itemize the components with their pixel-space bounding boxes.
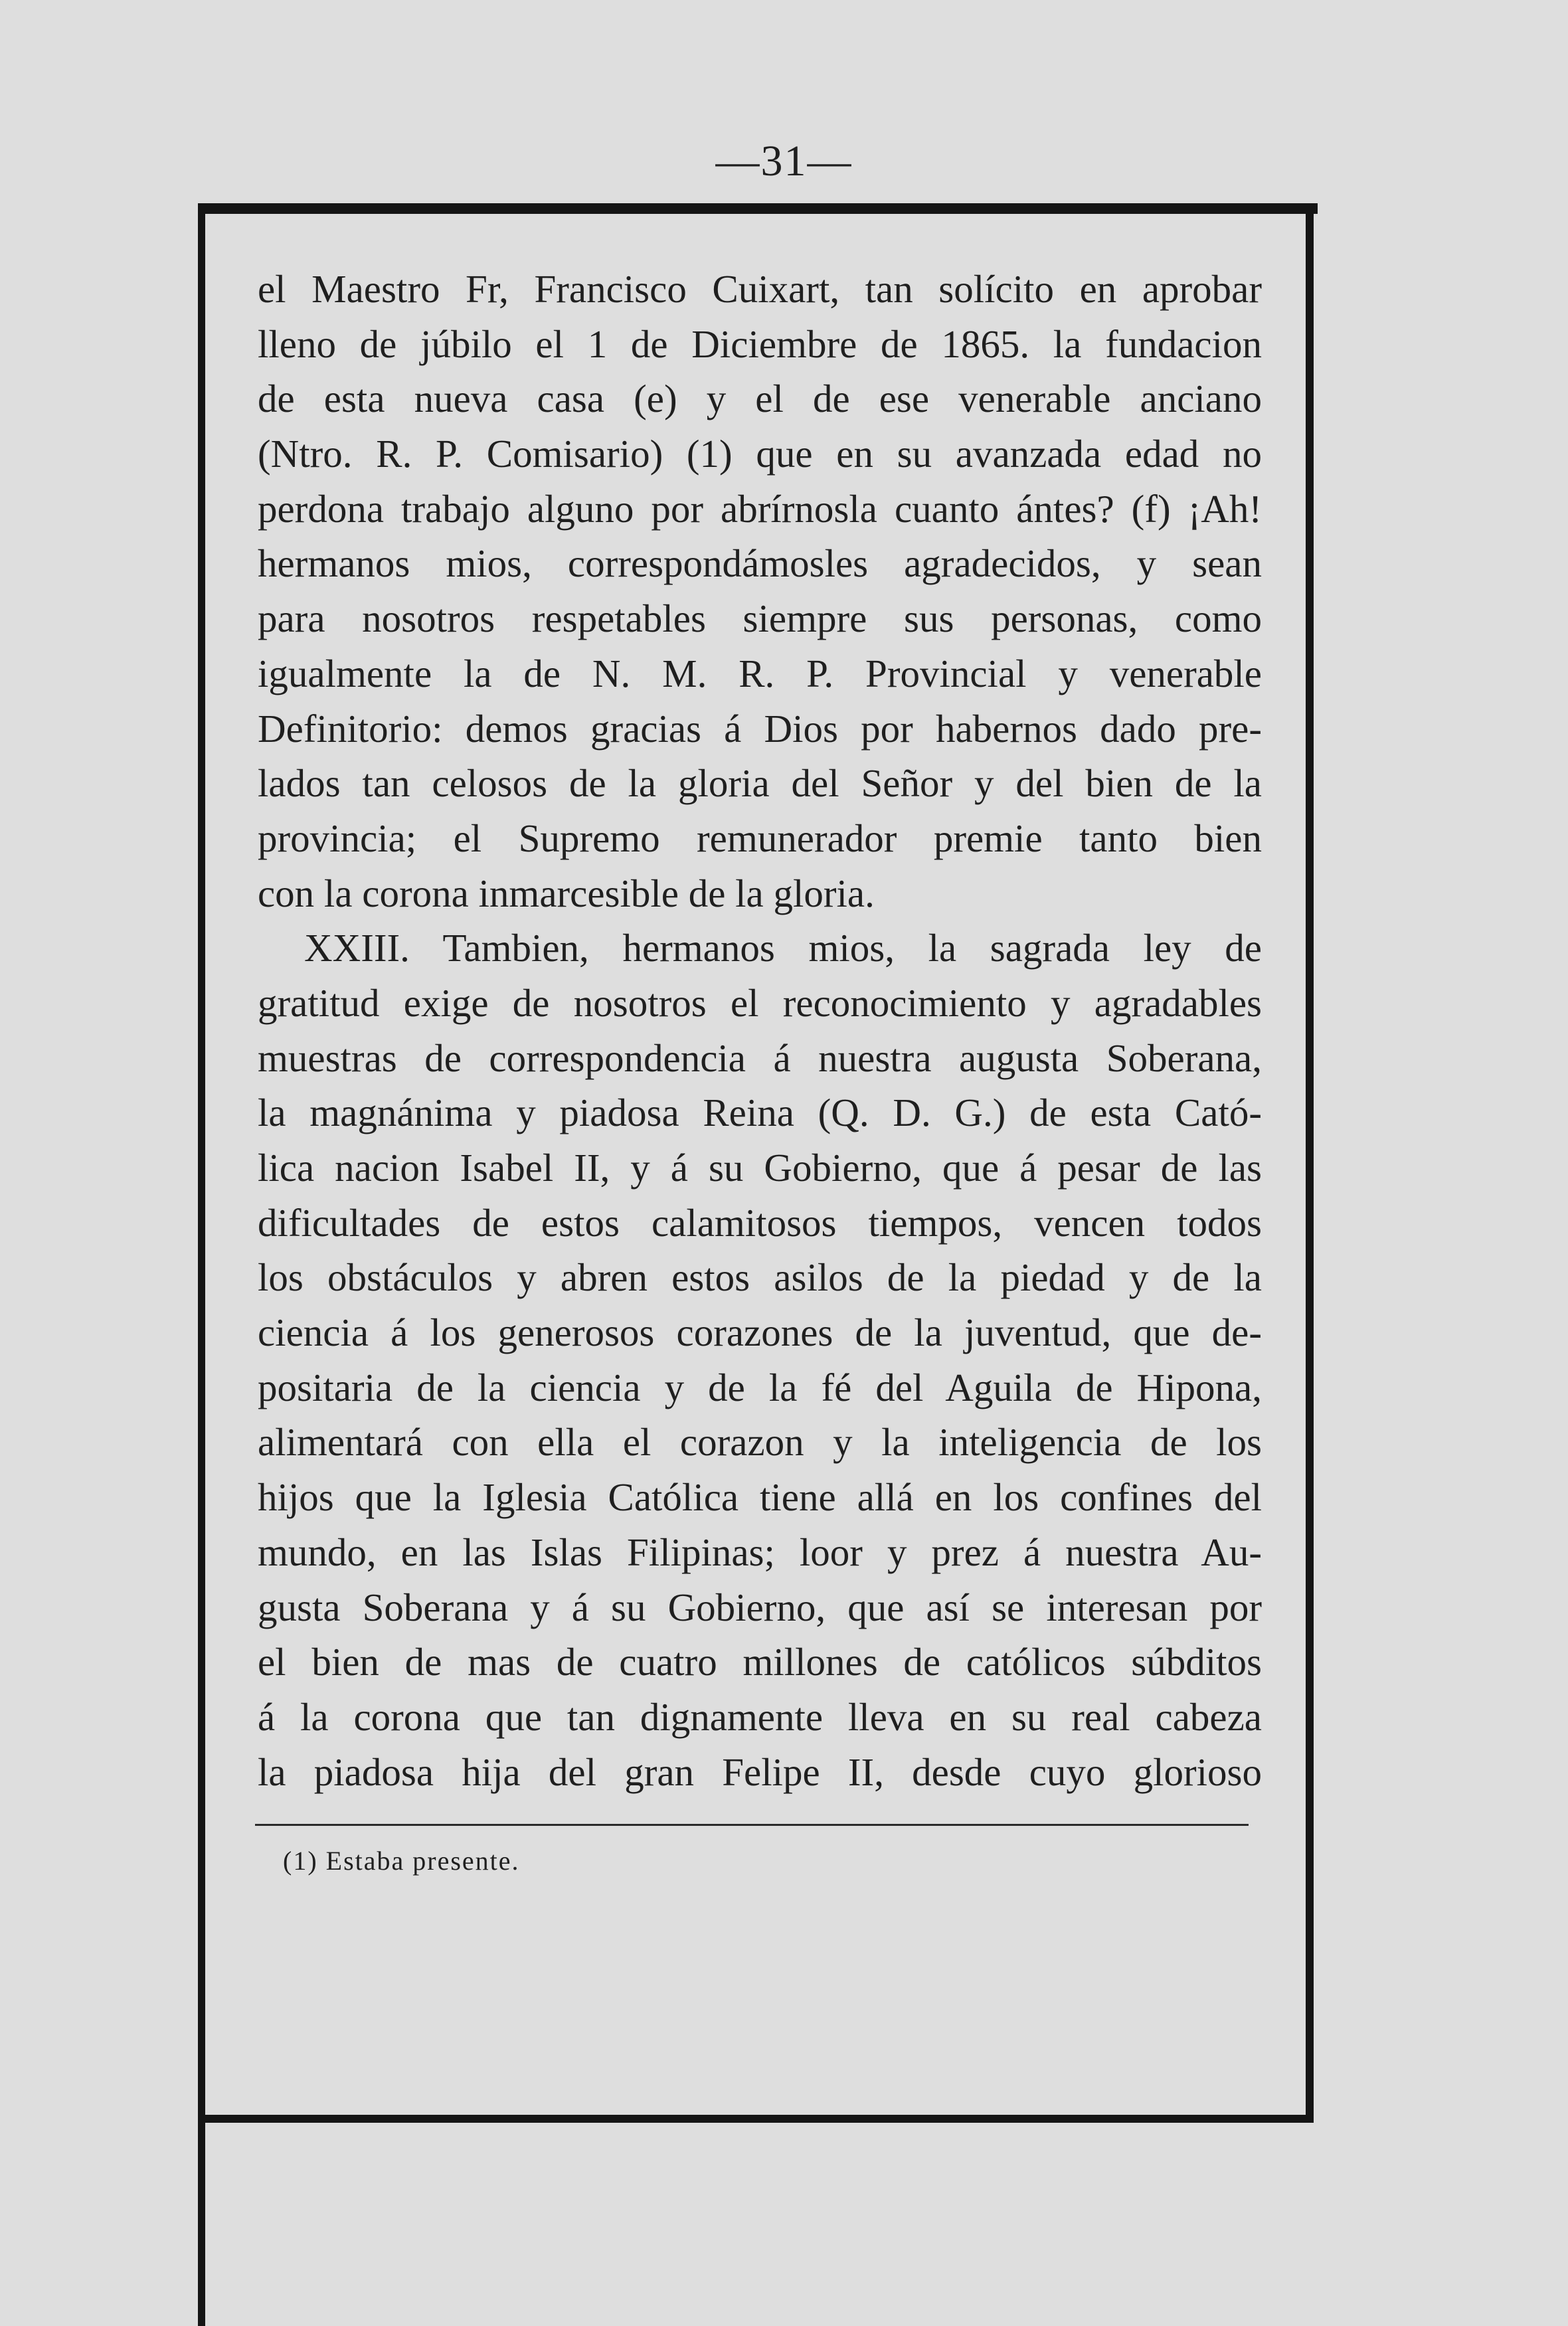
frame-bottom-border [198,2115,1314,2123]
text-line: los obstáculos y abren estos asilos de la piedad y de la [258,1255,1262,1300]
footnote: (1) Estaba presente. [283,1846,520,1876]
text-line: ciencia á los generosos corazones de la juventud, que de- [258,1310,1262,1355]
text-line: lados tan celosos de la gloria del Señor y del bien de la [258,761,1262,806]
text-line: muestras de correspondencia á nuestra augusta Soberana, [258,1035,1262,1080]
page-number: —31— [715,137,853,185]
frame-top-border [199,203,1318,214]
text-line: con la corona inmarcesible de la gloria. [258,871,875,915]
text-line: el Maestro Fr, Francisco Cuixart, tan solícito en aprobar [258,267,1262,311]
text-line: perdona trabajo alguno por abrírnosla cuanto ántes? (f) ¡Ah! [258,486,1262,531]
text-line: mundo, en las Islas Filipinas; loor y prez á nuestra Au- [258,1530,1262,1574]
text-line: para nosotros respetables siempre sus personas, como [258,596,1262,641]
frame-right-border [1306,203,1314,2123]
body-text [258,262,1262,1799]
text-line: á la corona que tan dignamente lleva en su real cabeza [258,1694,1262,1739]
text-line: de esta nueva casa (e) y el de ese venerable anciano [258,377,1262,421]
text-line: hijos que la Iglesia Católica tiene allá en los confines del [258,1475,1262,1520]
text-line: hermanos mios, correspondámosles agradecidos, y sean [258,541,1262,586]
text-line: igualmente la de N. M. R. P. Provincial y venerable [258,651,1262,695]
text-line: gratitud exige de nosotros el reconocimiento y agradables [258,980,1262,1025]
text-line: positaria de la ciencia y de la fé del Aguila de Hipona, [258,1365,1262,1409]
text-line: XXIII. Tambien, hermanos mios, la sagrada ley de [304,926,1262,970]
text-line: gusta Soberana y á su Gobierno, que así se interesan por [258,1585,1262,1629]
text-line: dificultades de estos calamitosos tiempos, vencen todos [258,1200,1262,1245]
text-line: alimentará con ella el corazon y la inteligencia de los [258,1420,1262,1465]
text-line: provincia; el Supremo remunerador premie tanto bien [258,816,1262,860]
text-line: (Ntro. R. P. Comisario) (1) que en su avanzada edad no [258,432,1262,476]
text-line: la magnánima y piadosa Reina (Q. D. G.) de esta Cató- [258,1091,1262,1135]
text-line: lleno de júbilo el 1 de Diciembre de 1865. la fundacion [258,321,1262,366]
text-line: lica nacion Isabel II, y á su Gobierno, que á pesar de las [258,1146,1262,1190]
frame-left-border [198,203,205,2326]
footnote-rule [255,1824,1249,1826]
text-line: la piadosa hija del gran Felipe II, desde cuyo glorioso [258,1749,1262,1794]
text-line: Definitorio: demos gracias á Dios por habernos dado pre- [258,706,1262,751]
text-line: el bien de mas de cuatro millones de católicos súbditos [258,1640,1262,1684]
